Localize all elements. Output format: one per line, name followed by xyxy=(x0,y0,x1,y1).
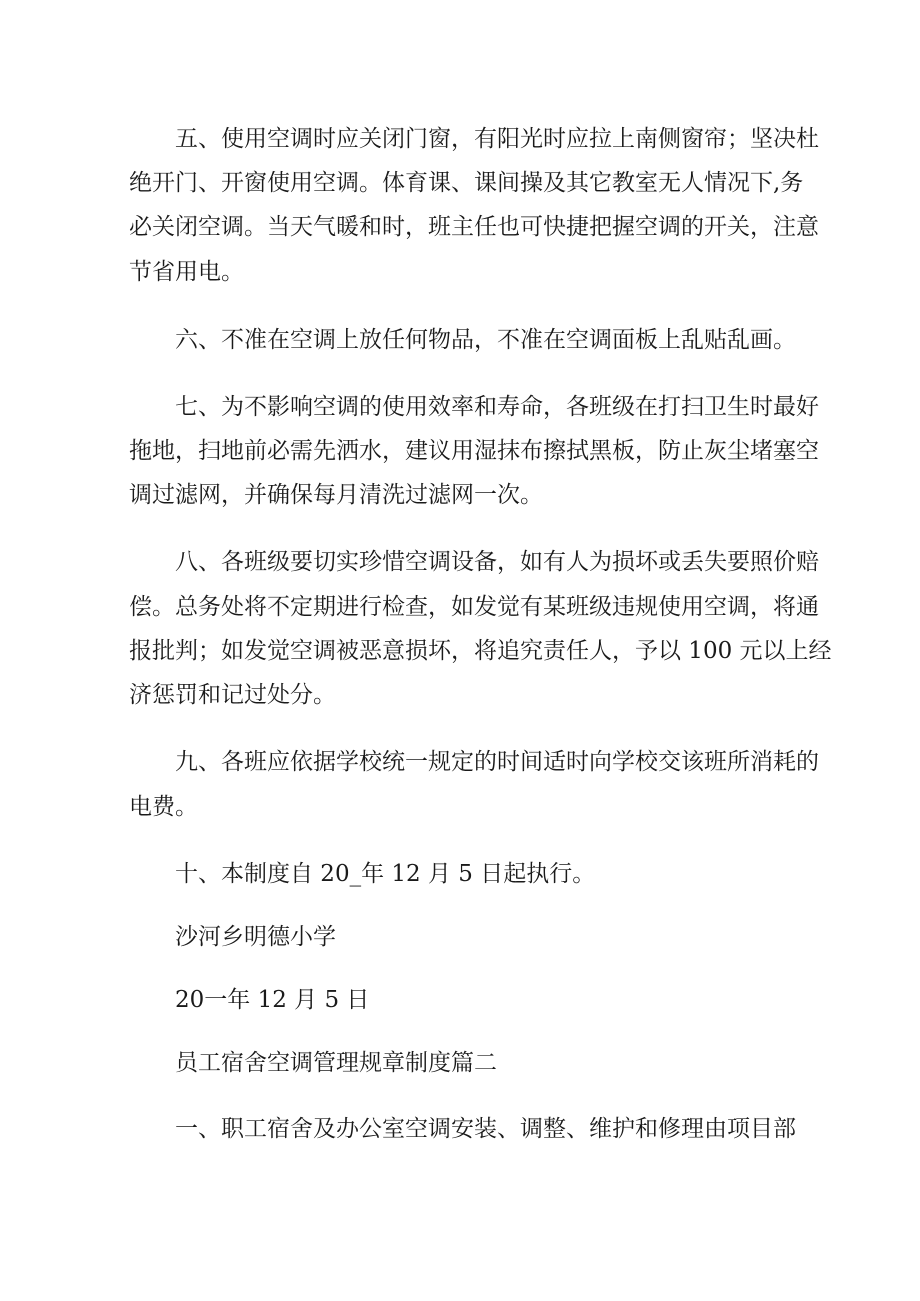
paragraph-5-line-1: 五、使用空调时应关闭门窗，有阳光时应拉上南侧窗帘；坚决杜 xyxy=(175,126,819,152)
section-heading: 员工宿舍空调管理规章制度篇二 xyxy=(175,1050,497,1076)
paragraph-7-line-3: 调过滤网，并确保每月清洗过滤网一次。 xyxy=(129,482,543,508)
paragraph-9-line-1: 九、各班应依据学校统一规定的时间适时向学校交该班所消耗的 xyxy=(175,749,819,775)
paragraph-5-line-4: 节省用电。 xyxy=(129,259,244,285)
signature-date: 20一年 12 月 5 日 xyxy=(175,987,370,1013)
paragraph-10-line-1: 十、本制度自 20_年 12 月 5 日起执行。 xyxy=(175,861,596,887)
paragraph-9-line-2: 电费。 xyxy=(129,794,198,820)
paragraph-6-line-1: 六、不准在空调上放任何物品，不准在空调面板上乱贴乱画。 xyxy=(175,327,796,353)
paragraph-7-line-2: 拖地，扫地前必需先洒水，建议用湿抹布擦拭黑板，防止灰尘堵塞空 xyxy=(129,438,819,464)
paragraph-8-line-1: 八、各班级要切实珍惜空调设备，如有人为损坏或丢失要照价赔 xyxy=(175,549,819,575)
paragraph-7-line-1: 七、为不影响空调的使用效率和寿命，各班级在打扫卫生时最好 xyxy=(175,394,819,420)
paragraph-5-line-2: 绝开门、开窗使用空调。体育课、课间操及其它教室无人情况下,务 xyxy=(129,170,804,196)
section-item-1-line-1: 一、职工宿舍及办公室空调安装、调整、维护和修理由项目部 xyxy=(175,1116,796,1142)
paragraph-8-line-4: 济惩罚和记过处分。 xyxy=(129,682,336,708)
paragraph-8-line-2: 偿。总务处将不定期进行检查，如发觉有某班级违规使用空调，将通 xyxy=(129,594,819,620)
school-name: 沙河乡明德小学 xyxy=(175,924,336,950)
paragraph-5-line-3: 必关闭空调。当天气暖和时，班主任也可快捷把握空调的开关，注意 xyxy=(129,214,819,240)
paragraph-8-line-3: 报批判；如发觉空调被恶意损坏，将追究责任人，予以 100 元以上经 xyxy=(129,638,832,664)
